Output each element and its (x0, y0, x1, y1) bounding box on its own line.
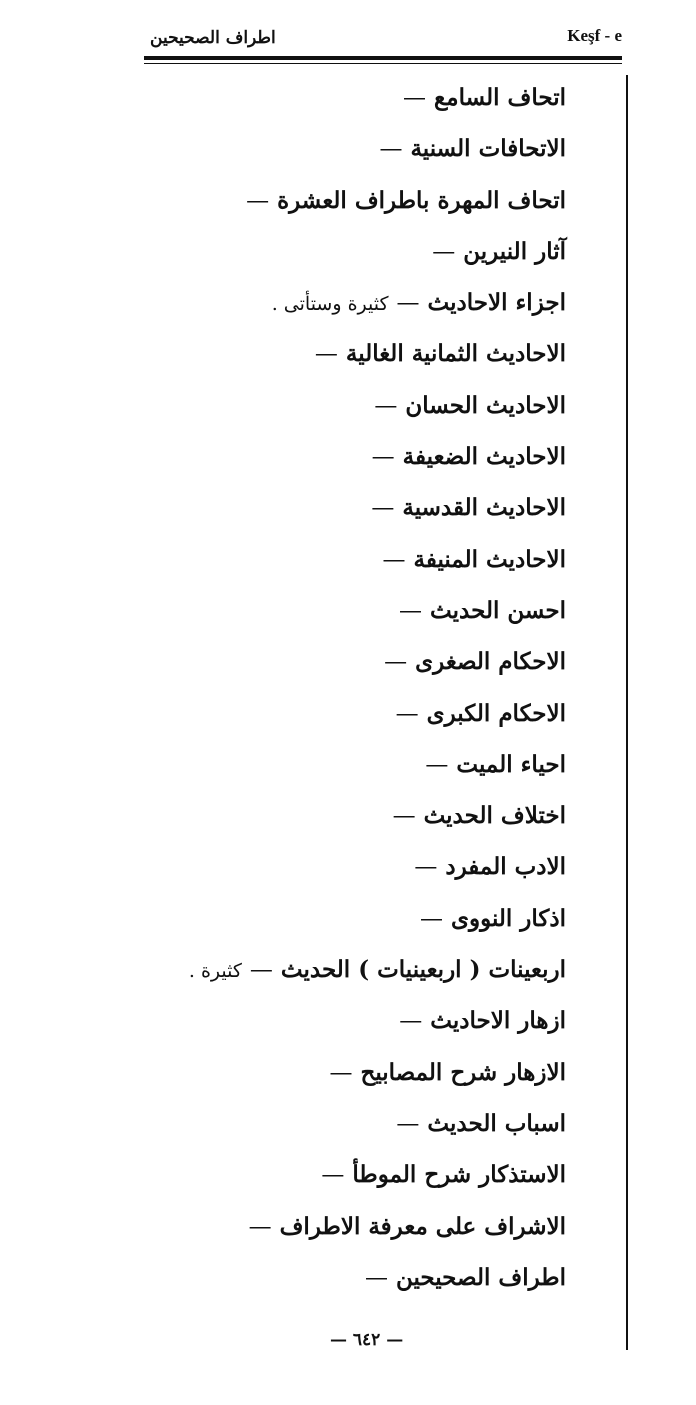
list-item (146, 1047, 566, 1098)
entry-dash: — (321, 1162, 345, 1189)
list-item (146, 226, 566, 277)
list-item (146, 123, 566, 174)
entry-title: الاحاديث الحسان (405, 391, 566, 419)
list-item (146, 328, 566, 379)
entry-title: الاحاديث المنيفة (413, 545, 566, 573)
margin-rule (626, 75, 628, 1350)
list-item (146, 1252, 566, 1303)
header-rule-thin (144, 63, 622, 64)
entry-dash: — (399, 1008, 423, 1035)
entry-title: الازهار شرح المصابيح (360, 1058, 566, 1086)
list-item (146, 688, 566, 739)
list-item (146, 175, 566, 226)
entry-title: الاحكام الصغرى (415, 648, 566, 676)
entry-dash: — (392, 803, 416, 830)
entry-dash: — (374, 392, 398, 419)
entry-title: آثار النيرين (463, 237, 566, 265)
entry-title: الاستذكار شرح الموطأ (352, 1161, 566, 1189)
list-item (146, 893, 566, 944)
entry-title: اربعينات ( اربعينيات ) الحديث (280, 956, 566, 984)
list-item (146, 841, 566, 892)
list-item (146, 585, 566, 636)
page-number: — ٦٤٢ — (330, 1330, 404, 1350)
entry-dash: — (249, 957, 273, 984)
entry-dash: — (425, 751, 449, 778)
entry-dash: — (414, 854, 438, 881)
entry-dash: — (314, 341, 338, 368)
entry-dash: — (329, 1059, 353, 1086)
entry-dash: — (395, 700, 419, 727)
list-item (146, 1149, 566, 1200)
entry-title: الاحكام الكبرى (426, 699, 566, 727)
entry-dash: — (419, 905, 443, 932)
running-title: اطراف الصحيحين (150, 28, 276, 48)
running-code: Keşf - e (567, 26, 622, 45)
page-header (0, 0, 696, 70)
entry-dash: — (379, 136, 403, 163)
list-item (146, 995, 566, 1046)
list-item (146, 72, 566, 123)
entry-dash: — (399, 597, 423, 624)
entry-title: الاتحافات السنية (410, 135, 566, 163)
list-item (146, 482, 566, 533)
entry-dash: — (246, 187, 270, 214)
entry-dash: — (384, 649, 408, 676)
entry-dash: — (371, 444, 395, 471)
entry-title: اذكار النووى (450, 904, 566, 932)
list-item (146, 1098, 566, 1149)
list-item (146, 944, 566, 995)
list-item (146, 431, 566, 482)
list-item (146, 739, 566, 790)
entry-note: كثيرة . (188, 960, 242, 983)
entry-title: الاشراف على معرفة الاطراف (279, 1212, 566, 1240)
entry-dash: — (382, 546, 406, 573)
entry-title: اطراف الصحيحين (395, 1263, 566, 1291)
header-rule-thick (144, 56, 622, 60)
entry-title: الادب المفرد (445, 853, 566, 881)
entry-title: الاحاديث الثمانية الغالية (345, 340, 566, 368)
list-item (146, 1201, 566, 1252)
list-item (146, 636, 566, 687)
entry-title: اتحاف السامع (434, 84, 566, 111)
entry-dash: — (396, 290, 420, 317)
entry-title: اتحاف المهرة باطراف العشرة (277, 186, 566, 214)
entry-title: احسن الحديث (430, 596, 566, 624)
entry-dash: — (432, 238, 456, 265)
entry-dash: — (364, 1264, 388, 1291)
entry-dash: — (396, 1110, 420, 1137)
list-item (146, 790, 566, 841)
entry-title: احياء الميت (456, 750, 566, 778)
list-item (146, 534, 566, 585)
entry-title: الاحاديث القدسية (402, 494, 566, 522)
entry-title: اختلاف الحديث (423, 802, 566, 830)
entry-title: اجزاء الاحاديث (427, 289, 566, 317)
entry-dash: — (248, 1213, 272, 1240)
list-item (146, 380, 566, 431)
entry-dash: — (371, 495, 395, 522)
list-item (146, 277, 566, 328)
entry-title: الاحاديث الضعيفة (402, 443, 566, 471)
entry-title: اسباب الحديث (427, 1109, 566, 1137)
entry-list (146, 72, 566, 1303)
entry-dash: — (403, 85, 427, 111)
entry-note: كثيرة وستأتى . (271, 293, 389, 316)
entry-title: ازهار الاحاديث (430, 1007, 566, 1035)
